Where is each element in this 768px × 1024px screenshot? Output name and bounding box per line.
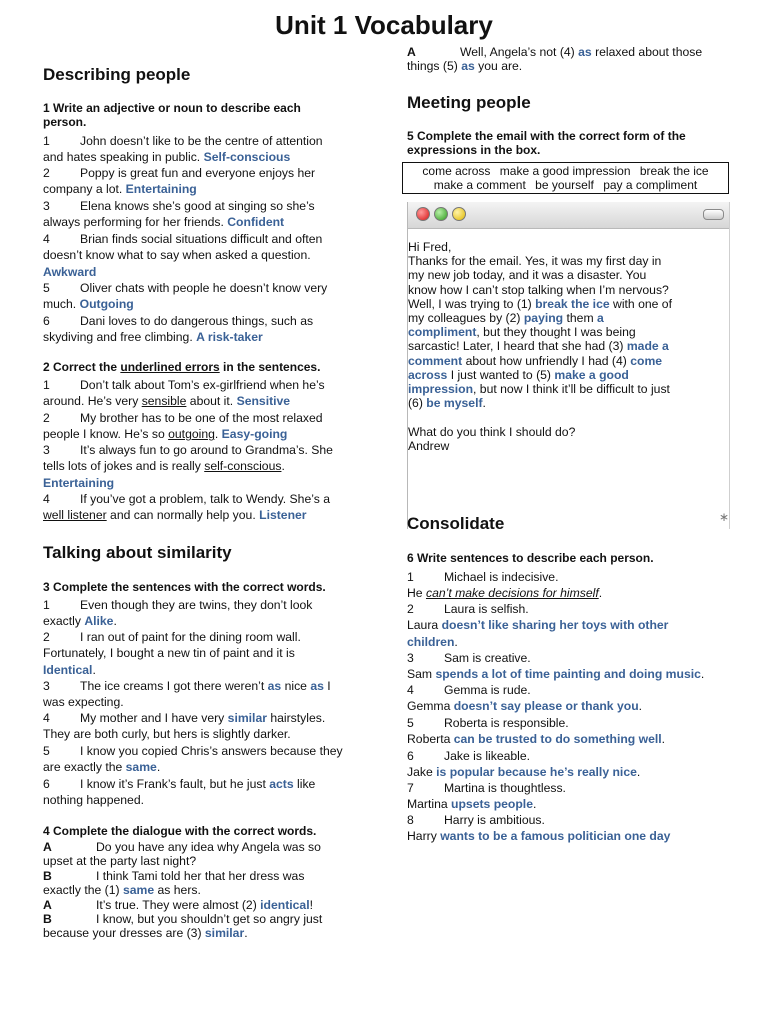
section-heading-describing: Describing people [43,65,191,84]
answer: can’t make decisions for himself [425,586,599,601]
answer: across [408,367,448,382]
ex3-item-4: 4 My mother and I have very similar hairstyles. They are both curly, but hers is slightly darker. [43,711,326,742]
ex3-item-1: 1 Even though they are twins, they don’t look exactly Alike. [43,598,313,629]
answer: Self-conscious [203,150,291,165]
answer: similar [227,711,267,725]
answer: Awkward [43,264,97,279]
answer: as [267,679,282,693]
answer: upsets people [451,797,533,812]
section-heading-similarity: Talking about similarity [43,543,232,562]
page-title: Unit 1 Vocabulary [275,10,493,40]
minimize-window-icon[interactable] [452,207,466,221]
answer: children [407,634,455,649]
ex3-item-6: 6 I know it’s Frank’s fault, but he just acts like nothing happened. [43,777,316,808]
ex6-item-5: 5 Roberta is responsible. Roberta can be trusted to do something well. [407,716,666,747]
ex3-item-2: 2 I ran out of paint for the dining room wall. Fortunately, I bought a new tin of paint and it is Identical. [43,630,301,677]
answer: Confident [227,215,285,230]
ex6-item-4: 4 Gemma is rude. Gemma doesn’t say please or thank you. [407,683,643,714]
answer: Outgoing [79,297,134,312]
expression: be yourself [535,178,594,192]
resize-grip-icon[interactable]: ∗ [718,509,729,524]
answer: paying [523,311,564,326]
ex1-item-2: 2 Poppy is great fun and everyone enjoys her company a lot. Entertaining [43,166,316,197]
ex6-item-7: 7 Martina is thoughtless. Martina upsets people. [407,781,566,812]
answer: be myself [426,396,483,411]
answer: Alike [84,614,114,629]
dialogue-line: A Well, Angela’s not (4) as relaxed about those [407,45,703,59]
dialogue-line: A It’s true. They were almost (2) identical! [43,897,313,912]
ex4-dialogue-continued: A Well, Angela’s not (4) as relaxed about those things (5) as you are. [407,45,729,74]
ex1-item-6: 6 Dani loves to do dangerous things, such as skydiving and free climbing. A risk-taker [43,314,314,345]
answer: doesn’t say please or thank you [453,699,639,714]
ex3-item-3: 3 The ice creams I got there weren’t as nice as I was expecting. [43,679,331,710]
answer: similar [204,926,245,941]
ex6-item-3: 3 Sam is creative. Sam spends a lot of time painting and doing music. [407,651,705,682]
ex1-item-5: 5 Oliver chats with people he doesn’t know very much. Outgoing [43,281,328,312]
email-body: Hi Fred, Thanks for the email. Yes, it was my first day in my new job today, and it was a disaster. You know how I can’t stop talking when I’m nervous? Well, I was trying to (1) break the ice with one of my colleagues by (2) paying them a compliment, but they thought I was being sarcastic! Later, I heard that she had (3) made a comment about how unfriendly I had (4) come across I just wanted to (5) make a good impression, but now I think it’ll be difficult to just (6) be myself. What do you think I should do? Andrew [408,240,672,453]
email-title-bar [408,202,729,229]
answer: Sensitive [236,394,291,409]
section-heading-meeting: Meeting people [407,93,531,112]
answer: is popular because he’s really nice [436,765,637,780]
answer: wants to be a famous politician one day [440,829,671,844]
answer: acts [269,777,294,791]
ex1-item-1: 1 John doesn’t like to be the centre of attention and hates speaking in public. Self-conscious [43,134,323,165]
answer: as [461,59,475,74]
answer: as [578,45,592,59]
answer: Easy-going [221,427,288,442]
exercise-1-instruction: 1 Write an adjective or noun to describe each person. [43,101,301,129]
answer: identical [260,897,310,912]
toolbar-toggle-icon[interactable] [703,209,724,220]
expression: break the ice [639,164,709,178]
answer: Entertaining [43,475,115,490]
close-window-icon[interactable] [416,207,430,221]
answer: same [122,883,155,898]
ex3-item-5: 5 I know you copied Chris’s answers because they are exactly the same. [43,744,343,775]
exercise-5-instruction: 5 Complete the email with the correct form of the expressions in the box. [407,129,686,157]
answer: a [597,311,604,326]
ex2-item-4: 4 If you’ve got a problem, talk to Wendy. She’s a well listener and can normally help you. Listener [43,492,330,523]
answer: doesn’t like sharing her toys with other [441,618,669,633]
expression: come across [422,164,491,178]
answer: can be trusted to do something well [453,732,662,747]
ex6-item-8: 8 Harry is ambitious. Harry wants to be a famous politician one day [407,813,671,844]
answer: impression [408,382,474,397]
exercise-4-instruction: 4 Complete the dialogue with the correct words. [43,824,317,838]
email-window [407,202,730,529]
answer: as [310,679,324,693]
expressions-box [402,162,729,194]
ex1-item-4: 4 Brian finds social situations difficult and often doesn’t know what to say when asked a question. Awkward [43,231,351,280]
expression: pay a compliment [603,178,698,192]
answer: Listener [259,508,307,523]
ex1-item-3: 3 Elena knows she’s good at singing so she’s always performing for her friends. Confident [43,199,315,230]
ex6-item-2: 2 Laura is selfish. Laura doesn’t like sharing her toys with other children. [407,602,669,649]
ex2-item-3: 3 It’s always fun to go around to Grandma’s. She tells lots of jokes and is really self-conscious. Entertaining [43,442,351,491]
dialogue-line: B I know, but you shouldn’t get so angry just [43,912,323,927]
exercise-6-instruction: 6 Write sentences to describe each person. [407,551,654,565]
ex6-item-1: 1 Michael is indecisive. He can’t make decisions for himself. [407,570,603,601]
expression: make a comment [433,178,526,192]
answer: spends a lot of time painting and doing music [435,667,701,682]
answer: comment [408,353,463,368]
answer: same [125,760,157,775]
dialogue-line: A Do you have any idea why Angela was so [43,840,321,854]
answer: A risk-taker [196,330,263,345]
exercise-2-instruction: 2 Correct the underlined errors in the sentences. [43,360,321,374]
ex4-dialogue: A Do you have any idea why Angela was so upset at the party last night? B I think Tami told her that her dress was exactly the (1) same as hers. A It’s true. They were almost (2) identical! B I know, but you shouldn’t get so angry just because your dresses are (3) similar. [43,840,351,941]
answer: make a good [554,367,629,382]
answer: break the ice [535,296,610,311]
section-heading-consolidate: Consolidate [407,514,505,533]
ex2-item-2: 2 My brother has to be one of the most relaxed people I know. He’s so outgoing. Easy-going [43,411,323,442]
exercise-3-instruction: 3 Complete the sentences with the correct words. [43,580,326,594]
ex6-item-6: 6 Jake is likeable. Jake is popular because he’s really nice. [407,749,641,780]
answer: compliment [408,325,477,340]
answer: Entertaining [125,182,197,197]
answer: come [630,353,663,368]
expression: make a good impression [499,164,631,178]
answer: made a [626,339,669,354]
ex2-item-1: 1 Don’t talk about Tom’s ex-girlfriend when he’s around. He’s very sensible about it. Sensitive [43,378,325,409]
dialogue-line: B I think Tami told her that her dress was [43,868,305,883]
maximize-window-icon[interactable] [434,207,448,221]
answer: Identical [43,662,93,677]
